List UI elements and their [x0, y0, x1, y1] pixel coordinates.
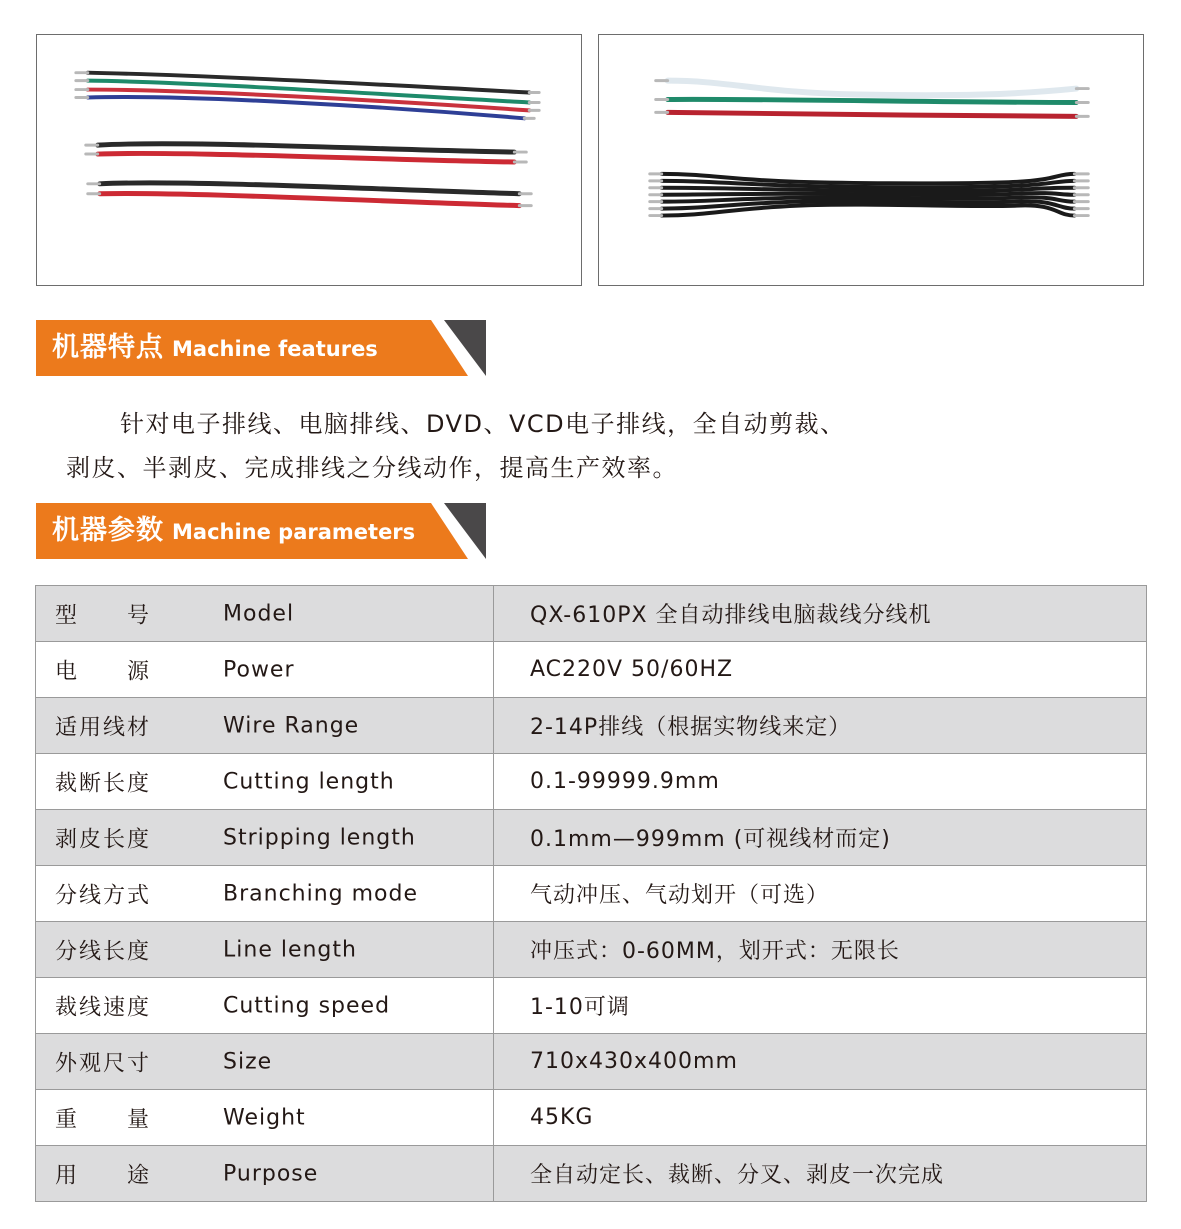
table-row [36, 586, 1147, 642]
table-row [36, 1090, 1147, 1146]
param-value: 45KG [494, 1090, 1147, 1146]
param-value: 冲压式：0-60MM，划开式：无限长 [494, 922, 1147, 978]
table-row [36, 698, 1147, 754]
param-value: 710x430x400mm [494, 1034, 1147, 1090]
param-label-cell [36, 754, 494, 810]
features-line-2: 剥皮、半剥皮、完成排线之分线动作，提高生产效率。 [66, 454, 678, 482]
param-label-en: Branching mode [223, 881, 419, 906]
features-title-zh: 机器特点 [52, 332, 164, 363]
param-value: 气动冲压、气动划开（可选） [494, 866, 1147, 922]
param-label-en: Weight [223, 1105, 306, 1130]
param-label-cell [36, 922, 494, 978]
param-label-en: Cutting speed [223, 993, 391, 1018]
param-label-zh: 外观尺寸 [55, 1051, 152, 1076]
param-label-zh: 电 源 [55, 659, 152, 684]
param-label-cell [36, 978, 494, 1034]
table-row [36, 922, 1147, 978]
param-label-zh: 裁线速度 [55, 995, 152, 1020]
table-row [36, 1034, 1147, 1090]
features-description [66, 402, 966, 490]
param-value: 全自动定长、裁断、分叉、剥皮一次完成 [494, 1146, 1147, 1202]
param-label-en: Purpose [223, 1161, 319, 1186]
param-label-zh: 重 量 [55, 1107, 152, 1132]
table-row [36, 642, 1147, 698]
parameters-title [52, 503, 415, 559]
parameters-title-zh: 机器参数 [52, 515, 164, 546]
param-label-cell [36, 698, 494, 754]
param-label-en: Wire Range [223, 713, 360, 738]
param-label-zh: 适用线材 [55, 715, 152, 740]
param-value: 1-10可调 [494, 978, 1147, 1034]
table-row [36, 866, 1147, 922]
features-section-header [36, 320, 486, 376]
param-label-zh: 剥皮长度 [55, 827, 152, 852]
table-row [36, 1146, 1147, 1202]
param-label-en: Model [223, 601, 295, 626]
param-label-zh: 分线方式 [55, 883, 152, 908]
parameters-section-header [36, 503, 486, 559]
param-label-zh: 用 途 [55, 1163, 152, 1188]
param-label-zh: 型 号 [55, 603, 152, 628]
table-row [36, 978, 1147, 1034]
param-label-cell [36, 642, 494, 698]
param-value: 0.1-99999.9mm [494, 754, 1147, 810]
param-value: AC220V 50/60HZ [494, 642, 1147, 698]
parameters-table [35, 585, 1147, 1202]
param-label-cell [36, 1146, 494, 1202]
param-label-en: Line length [223, 937, 357, 962]
color-ribbon-wires-photo [36, 34, 582, 286]
param-label-en: Power [223, 657, 295, 682]
param-label-en: Cutting length [223, 769, 395, 794]
param-value: 0.1mm—999mm (可视线材而定) [494, 810, 1147, 866]
parameters-title-en: Machine parameters [172, 520, 416, 544]
param-label-en: Stripping length [223, 825, 416, 850]
param-label-en: Size [223, 1049, 273, 1074]
wire-illustration-right [599, 35, 1143, 285]
wire-illustration-left [37, 35, 581, 285]
param-label-cell [36, 810, 494, 866]
param-label-cell [36, 586, 494, 642]
param-value: QX-610PX 全自动排线电脑裁线分线机 [494, 586, 1147, 642]
param-label-zh: 裁断长度 [55, 771, 152, 796]
features-line-1: 针对电子排线、电脑排线、DVD、VCD电子排线，全自动剪裁、 [120, 410, 846, 438]
param-label-cell [36, 1090, 494, 1146]
table-row [36, 810, 1147, 866]
black-flat-cable-photo [598, 34, 1144, 286]
features-title [52, 320, 378, 376]
param-label-cell [36, 1034, 494, 1090]
param-value: 2-14P排线（根据实物线来定） [494, 698, 1147, 754]
features-title-en: Machine features [172, 337, 378, 361]
param-label-zh: 分线长度 [55, 939, 152, 964]
param-label-cell [36, 866, 494, 922]
table-row [36, 754, 1147, 810]
